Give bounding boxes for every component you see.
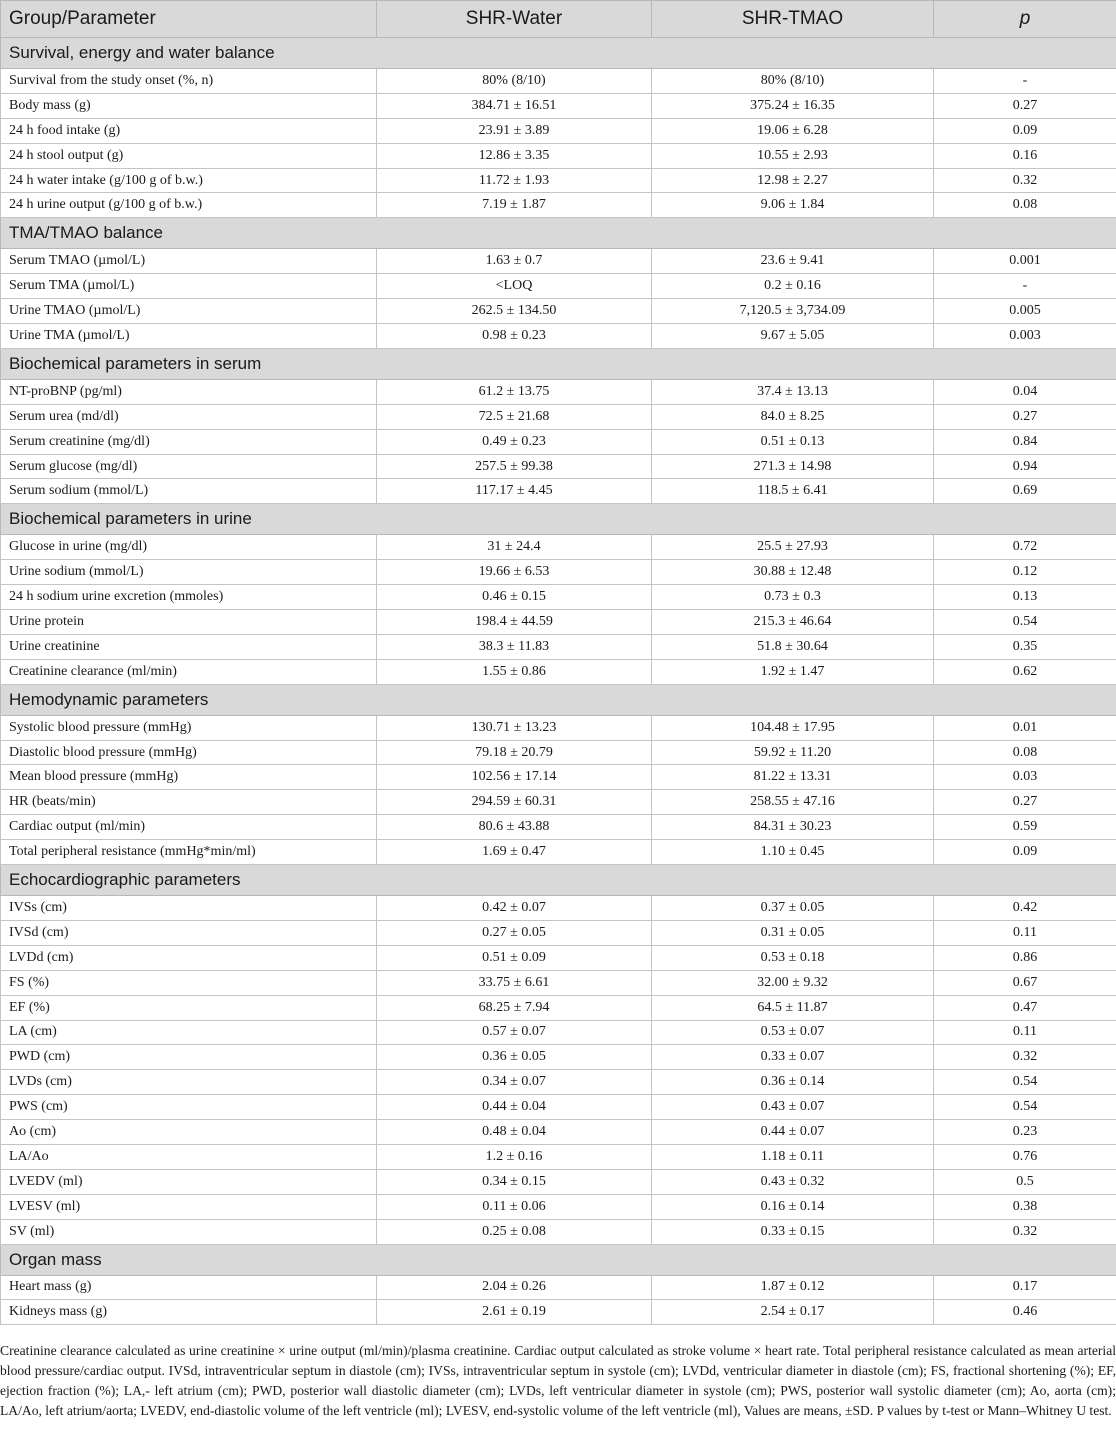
- p-value-cell: 0.54: [934, 610, 1116, 635]
- parameter-cell: Cardiac output (ml/min): [1, 815, 377, 840]
- section-title: Survival, energy and water balance: [1, 38, 1116, 69]
- shr-water-cell: <LOQ: [377, 274, 652, 299]
- parameter-cell: 24 h food intake (g): [1, 118, 377, 143]
- table-row: [1, 920, 1116, 945]
- shr-tmao-cell: 51.8 ± 30.64: [652, 634, 934, 659]
- table-row: [1, 896, 1116, 921]
- shr-water-cell: 1.63 ± 0.7: [377, 249, 652, 274]
- p-value-cell: 0.76: [934, 1144, 1116, 1169]
- shr-tmao-cell: 9.67 ± 5.05: [652, 324, 934, 349]
- shr-tmao-cell: 1.18 ± 0.11: [652, 1144, 934, 1169]
- shr-water-cell: 0.49 ± 0.23: [377, 429, 652, 454]
- p-value-cell: 0.001: [934, 249, 1116, 274]
- p-value-cell: 0.13: [934, 585, 1116, 610]
- parameter-cell: Systolic blood pressure (mmHg): [1, 715, 377, 740]
- shr-water-cell: 0.51 ± 0.09: [377, 945, 652, 970]
- p-value-cell: -: [934, 69, 1116, 94]
- table-row: [1, 1194, 1116, 1219]
- shr-water-cell: 80.6 ± 43.88: [377, 815, 652, 840]
- table-row: [1, 1020, 1116, 1045]
- table-row: [1, 69, 1116, 94]
- parameter-cell: LA (cm): [1, 1020, 377, 1045]
- parameter-cell: Serum sodium (mmol/L): [1, 479, 377, 504]
- section-header-row: [1, 348, 1116, 379]
- table-row: [1, 379, 1116, 404]
- parameter-cell: Kidneys mass (g): [1, 1300, 377, 1325]
- table-row: [1, 324, 1116, 349]
- p-value-cell: 0.12: [934, 560, 1116, 585]
- parameter-cell: Glucose in urine (mg/dl): [1, 535, 377, 560]
- p-value-cell: 0.27: [934, 404, 1116, 429]
- shr-water-cell: 0.48 ± 0.04: [377, 1120, 652, 1145]
- shr-water-cell: 38.3 ± 11.83: [377, 634, 652, 659]
- table-row: [1, 1070, 1116, 1095]
- parameter-cell: Total peripheral resistance (mmHg*min/ml): [1, 840, 377, 865]
- table-row: [1, 840, 1116, 865]
- table-row: [1, 765, 1116, 790]
- shr-water-cell: 0.57 ± 0.07: [377, 1020, 652, 1045]
- p-value-cell: 0.16: [934, 143, 1116, 168]
- shr-tmao-cell: 0.31 ± 0.05: [652, 920, 934, 945]
- shr-water-cell: 72.5 ± 21.68: [377, 404, 652, 429]
- section-title: Biochemical parameters in serum: [1, 348, 1116, 379]
- section-title: Hemodynamic parameters: [1, 684, 1116, 715]
- parameter-cell: LVDd (cm): [1, 945, 377, 970]
- p-value-cell: 0.09: [934, 840, 1116, 865]
- parameter-cell: HR (beats/min): [1, 790, 377, 815]
- parameter-cell: FS (%): [1, 970, 377, 995]
- table-row: [1, 299, 1116, 324]
- table-row: [1, 1169, 1116, 1194]
- shr-tmao-cell: 375.24 ± 16.35: [652, 93, 934, 118]
- shr-tmao-cell: 10.55 ± 2.93: [652, 143, 934, 168]
- p-value-cell: 0.11: [934, 920, 1116, 945]
- p-value-cell: 0.27: [934, 93, 1116, 118]
- parameter-cell: Diastolic blood pressure (mmHg): [1, 740, 377, 765]
- parameter-cell: Ao (cm): [1, 1120, 377, 1145]
- p-value-cell: 0.32: [934, 168, 1116, 193]
- shr-tmao-cell: 0.33 ± 0.15: [652, 1219, 934, 1244]
- parameter-cell: PWD (cm): [1, 1045, 377, 1070]
- p-value-cell: 0.38: [934, 1194, 1116, 1219]
- table-row: [1, 143, 1116, 168]
- header-shr-water: SHR-Water: [377, 1, 652, 38]
- p-value-cell: 0.84: [934, 429, 1116, 454]
- parameter-cell: Heart mass (g): [1, 1275, 377, 1300]
- parameter-cell: IVSd (cm): [1, 920, 377, 945]
- parameter-cell: LVEDV (ml): [1, 1169, 377, 1194]
- table-row: [1, 1219, 1116, 1244]
- header-parameter: Group/Parameter: [1, 1, 377, 38]
- shr-tmao-cell: 0.44 ± 0.07: [652, 1120, 934, 1145]
- parameter-cell: 24 h stool output (g): [1, 143, 377, 168]
- p-value-cell: 0.005: [934, 299, 1116, 324]
- table-footnote: Creatinine clearance calculated as urine creatinine × urine output (ml/min)/plasma creatinine. Cardiac output calculated as stroke volume × heart rate. Total peripheral resistance calculated as mean arterial blood pressure/cardiac output. IVSd, intraventricular septum in diastole (cm); IVSs, intraventricular septum in systole (cm); LVDd, ventricular diameter in diastole (cm); FS, fractional shortening (%); EF, ejection fraction (%); LA,- left atrium (cm); PWD, posterior wall diastolic diameter (cm); LVDs, left ventricular diameter in systole (cm); PWS, posterior wall systolic diameter (cm); Ao, aorta (cm); LA/Ao, left atrium/aorta; LVEDV, end-diastolic volume of the left ventricle (ml); LVESV, end-systolic volume of the left ventricle (ml), Values are means, ±SD. P values by t-test or Mann–Whitney U test.: [0, 1343, 1116, 1418]
- parameter-cell: EF (%): [1, 995, 377, 1020]
- shr-tmao-cell: 19.06 ± 6.28: [652, 118, 934, 143]
- header-p-value: p: [934, 1, 1116, 38]
- table-row: [1, 535, 1116, 560]
- table-row: [1, 168, 1116, 193]
- parameter-cell: IVSs (cm): [1, 896, 377, 921]
- shr-tmao-cell: 258.55 ± 47.16: [652, 790, 934, 815]
- section-header-row: [1, 504, 1116, 535]
- shr-water-cell: 384.71 ± 16.51: [377, 93, 652, 118]
- parameter-cell: 24 h sodium urine excretion (mmoles): [1, 585, 377, 610]
- parameter-cell: Urine sodium (mmol/L): [1, 560, 377, 585]
- shr-tmao-cell: 0.16 ± 0.14: [652, 1194, 934, 1219]
- shr-tmao-cell: 0.51 ± 0.13: [652, 429, 934, 454]
- shr-water-cell: 117.17 ± 4.45: [377, 479, 652, 504]
- shr-water-cell: 79.18 ± 20.79: [377, 740, 652, 765]
- shr-tmao-cell: 25.5 ± 27.93: [652, 535, 934, 560]
- section-title: Echocardiographic parameters: [1, 865, 1116, 896]
- shr-tmao-cell: 215.3 ± 46.64: [652, 610, 934, 635]
- parameter-cell: Creatinine clearance (ml/min): [1, 659, 377, 684]
- table-row: [1, 790, 1116, 815]
- p-value-cell: 0.69: [934, 479, 1116, 504]
- parameter-cell: Urine TMA (µmol/L): [1, 324, 377, 349]
- p-value-cell: -: [934, 274, 1116, 299]
- parameter-cell: LVDs (cm): [1, 1070, 377, 1095]
- shr-water-cell: 0.44 ± 0.04: [377, 1095, 652, 1120]
- parameter-cell: Mean blood pressure (mmHg): [1, 765, 377, 790]
- parameter-cell: Survival from the study onset (%, n): [1, 69, 377, 94]
- parameter-cell: NT-proBNP (pg/ml): [1, 379, 377, 404]
- parameter-cell: Serum TMA (µmol/L): [1, 274, 377, 299]
- shr-tmao-cell: 0.73 ± 0.3: [652, 585, 934, 610]
- p-value-cell: 0.42: [934, 896, 1116, 921]
- section-header-row: [1, 684, 1116, 715]
- shr-water-cell: 31 ± 24.4: [377, 535, 652, 560]
- shr-tmao-cell: 104.48 ± 17.95: [652, 715, 934, 740]
- section-title: Organ mass: [1, 1244, 1116, 1275]
- shr-water-cell: 1.55 ± 0.86: [377, 659, 652, 684]
- shr-tmao-cell: 9.06 ± 1.84: [652, 193, 934, 218]
- p-value-cell: 0.003: [934, 324, 1116, 349]
- table-row: [1, 429, 1116, 454]
- table-row: [1, 970, 1116, 995]
- shr-water-cell: 33.75 ± 6.61: [377, 970, 652, 995]
- shr-tmao-cell: 0.43 ± 0.32: [652, 1169, 934, 1194]
- section-header-row: [1, 1244, 1116, 1275]
- table-row: [1, 634, 1116, 659]
- p-value-cell: 0.46: [934, 1300, 1116, 1325]
- p-value-cell: 0.54: [934, 1095, 1116, 1120]
- p-value-cell: 0.32: [934, 1219, 1116, 1244]
- table-row: [1, 740, 1116, 765]
- p-value-cell: 0.03: [934, 765, 1116, 790]
- table-row: [1, 585, 1116, 610]
- shr-tmao-cell: 2.54 ± 0.17: [652, 1300, 934, 1325]
- section-header-row: [1, 218, 1116, 249]
- shr-tmao-cell: 81.22 ± 13.31: [652, 765, 934, 790]
- parameter-cell: 24 h water intake (g/100 g of b.w.): [1, 168, 377, 193]
- table-row: [1, 659, 1116, 684]
- shr-tmao-cell: 59.92 ± 11.20: [652, 740, 934, 765]
- shr-tmao-cell: 7,120.5 ± 3,734.09: [652, 299, 934, 324]
- table-row: [1, 715, 1116, 740]
- table-row: [1, 815, 1116, 840]
- section-header-row: [1, 38, 1116, 69]
- shr-tmao-cell: 12.98 ± 2.27: [652, 168, 934, 193]
- shr-tmao-cell: 80% (8/10): [652, 69, 934, 94]
- shr-water-cell: 0.11 ± 0.06: [377, 1194, 652, 1219]
- parameter-cell: Urine protein: [1, 610, 377, 635]
- shr-water-cell: 61.2 ± 13.75: [377, 379, 652, 404]
- shr-tmao-cell: 0.2 ± 0.16: [652, 274, 934, 299]
- shr-water-cell: 68.25 ± 7.94: [377, 995, 652, 1020]
- shr-water-cell: 257.5 ± 99.38: [377, 454, 652, 479]
- table-row: [1, 1144, 1116, 1169]
- shr-tmao-cell: 0.53 ± 0.18: [652, 945, 934, 970]
- shr-tmao-cell: 0.37 ± 0.05: [652, 896, 934, 921]
- p-value-cell: 0.32: [934, 1045, 1116, 1070]
- parameter-cell: LA/Ao: [1, 1144, 377, 1169]
- shr-tmao-cell: 271.3 ± 14.98: [652, 454, 934, 479]
- header-row: [1, 1, 1116, 38]
- shr-water-cell: 0.27 ± 0.05: [377, 920, 652, 945]
- table-row: [1, 1095, 1116, 1120]
- shr-tmao-cell: 64.5 ± 11.87: [652, 995, 934, 1020]
- table-row: [1, 93, 1116, 118]
- p-value-cell: 0.23: [934, 1120, 1116, 1145]
- shr-tmao-cell: 37.4 ± 13.13: [652, 379, 934, 404]
- shr-water-cell: 0.46 ± 0.15: [377, 585, 652, 610]
- table-body: [1, 38, 1116, 1325]
- p-value-cell: 0.5: [934, 1169, 1116, 1194]
- parameter-cell: 24 h urine output (g/100 g of b.w.): [1, 193, 377, 218]
- shr-water-cell: 1.69 ± 0.47: [377, 840, 652, 865]
- shr-water-cell: 262.5 ± 134.50: [377, 299, 652, 324]
- shr-water-cell: 0.34 ± 0.07: [377, 1070, 652, 1095]
- shr-tmao-cell: 0.53 ± 0.07: [652, 1020, 934, 1045]
- table-row: [1, 193, 1116, 218]
- p-value-cell: 0.27: [934, 790, 1116, 815]
- shr-water-cell: 12.86 ± 3.35: [377, 143, 652, 168]
- section-title: Biochemical parameters in urine: [1, 504, 1116, 535]
- shr-tmao-cell: 1.87 ± 0.12: [652, 1275, 934, 1300]
- p-value-cell: 0.72: [934, 535, 1116, 560]
- parameter-cell: PWS (cm): [1, 1095, 377, 1120]
- shr-water-cell: 23.91 ± 3.89: [377, 118, 652, 143]
- shr-water-cell: 11.72 ± 1.93: [377, 168, 652, 193]
- p-value-cell: 0.17: [934, 1275, 1116, 1300]
- table-row: [1, 610, 1116, 635]
- p-value-cell: 0.54: [934, 1070, 1116, 1095]
- shr-tmao-cell: 1.92 ± 1.47: [652, 659, 934, 684]
- table-row: [1, 1275, 1116, 1300]
- shr-water-cell: 0.98 ± 0.23: [377, 324, 652, 349]
- shr-water-cell: 1.2 ± 0.16: [377, 1144, 652, 1169]
- p-value-cell: 0.59: [934, 815, 1116, 840]
- table-row: [1, 479, 1116, 504]
- parameter-cell: Body mass (g): [1, 93, 377, 118]
- parameter-cell: Urine creatinine: [1, 634, 377, 659]
- shr-water-cell: 0.36 ± 0.05: [377, 1045, 652, 1070]
- parameter-cell: Serum glucose (mg/dl): [1, 454, 377, 479]
- table-row: [1, 995, 1116, 1020]
- table-row: [1, 404, 1116, 429]
- shr-water-cell: 294.59 ± 60.31: [377, 790, 652, 815]
- shr-water-cell: 80% (8/10): [377, 69, 652, 94]
- p-value-cell: 0.94: [934, 454, 1116, 479]
- table-row: [1, 274, 1116, 299]
- shr-water-cell: 19.66 ± 6.53: [377, 560, 652, 585]
- p-value-cell: 0.35: [934, 634, 1116, 659]
- p-value-cell: 0.08: [934, 740, 1116, 765]
- parameter-cell: SV (ml): [1, 1219, 377, 1244]
- table-row: [1, 1300, 1116, 1325]
- parameter-cell: Serum TMAO (µmol/L): [1, 249, 377, 274]
- shr-water-cell: 7.19 ± 1.87: [377, 193, 652, 218]
- section-header-row: [1, 865, 1116, 896]
- p-value-cell: 0.47: [934, 995, 1116, 1020]
- shr-tmao-cell: 23.6 ± 9.41: [652, 249, 934, 274]
- table-row: [1, 118, 1116, 143]
- p-value-cell: 0.09: [934, 118, 1116, 143]
- parameter-cell: LVESV (ml): [1, 1194, 377, 1219]
- table-row: [1, 454, 1116, 479]
- shr-water-cell: 0.34 ± 0.15: [377, 1169, 652, 1194]
- shr-tmao-cell: 1.10 ± 0.45: [652, 840, 934, 865]
- shr-water-cell: 0.25 ± 0.08: [377, 1219, 652, 1244]
- section-title: TMA/TMAO balance: [1, 218, 1116, 249]
- shr-water-cell: 2.04 ± 0.26: [377, 1275, 652, 1300]
- shr-water-cell: 102.56 ± 17.14: [377, 765, 652, 790]
- parameter-cell: Serum creatinine (mg/dl): [1, 429, 377, 454]
- shr-tmao-cell: 118.5 ± 6.41: [652, 479, 934, 504]
- shr-tmao-cell: 0.43 ± 0.07: [652, 1095, 934, 1120]
- shr-tmao-cell: 84.31 ± 30.23: [652, 815, 934, 840]
- shr-water-cell: 2.61 ± 0.19: [377, 1300, 652, 1325]
- header-shr-tmao: SHR-TMAO: [652, 1, 934, 38]
- shr-tmao-cell: 84.0 ± 8.25: [652, 404, 934, 429]
- parameter-cell: Urine TMAO (µmol/L): [1, 299, 377, 324]
- shr-water-cell: 198.4 ± 44.59: [377, 610, 652, 635]
- shr-water-cell: 130.71 ± 13.23: [377, 715, 652, 740]
- p-value-cell: 0.08: [934, 193, 1116, 218]
- shr-water-cell: 0.42 ± 0.07: [377, 896, 652, 921]
- p-value-cell: 0.62: [934, 659, 1116, 684]
- p-value-cell: 0.01: [934, 715, 1116, 740]
- table-row: [1, 249, 1116, 274]
- shr-tmao-cell: 30.88 ± 12.48: [652, 560, 934, 585]
- shr-tmao-cell: 0.36 ± 0.14: [652, 1070, 934, 1095]
- table-row: [1, 1045, 1116, 1070]
- shr-tmao-cell: 32.00 ± 9.32: [652, 970, 934, 995]
- p-value-cell: 0.86: [934, 945, 1116, 970]
- p-value-cell: 0.04: [934, 379, 1116, 404]
- table-row: [1, 560, 1116, 585]
- p-value-cell: 0.67: [934, 970, 1116, 995]
- p-value-cell: 0.11: [934, 1020, 1116, 1045]
- table-row: [1, 1120, 1116, 1145]
- parameter-cell: Serum urea (md/dl): [1, 404, 377, 429]
- shr-tmao-cell: 0.33 ± 0.07: [652, 1045, 934, 1070]
- table-row: [1, 945, 1116, 970]
